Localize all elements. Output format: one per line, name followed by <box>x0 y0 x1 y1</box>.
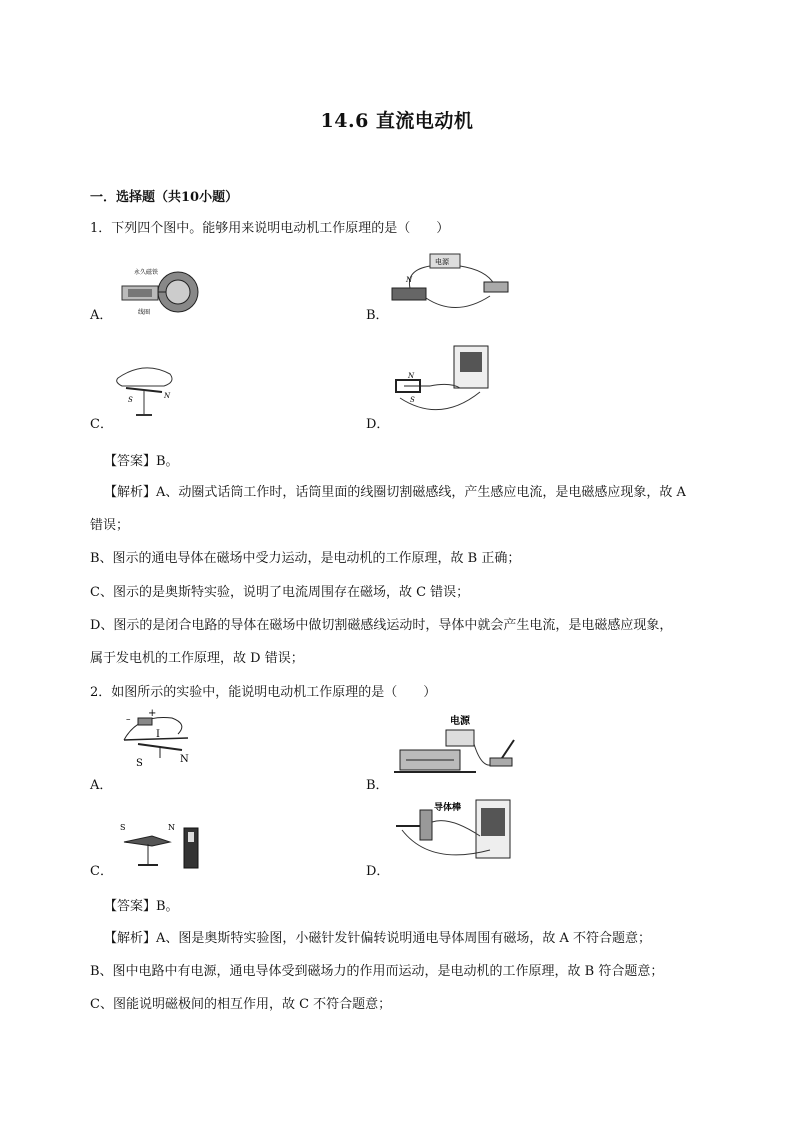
magnetic-poles-icon <box>118 818 208 874</box>
q2-analysis-line-3: C、图能说明磁极间的相互作用，故 C 不符合题意； <box>90 997 392 1012</box>
q1-figure-d <box>390 342 500 436</box>
q2-figure-d <box>390 796 520 870</box>
section-heading: 一．选择题（共10小题） <box>90 190 239 205</box>
q2-stem: 2．如图所示的实验中，能说明电动机工作原理的是（ ） <box>90 685 437 700</box>
q2-answer: 【答案】B。 <box>104 899 179 914</box>
q2-figure-c <box>118 818 208 878</box>
oersted-experiment-icon <box>114 360 184 420</box>
q1-option-c-label: C． <box>90 417 113 432</box>
q2-figure-a <box>118 710 198 784</box>
q1-analysis-line-5: D、图示的是闭合电路的导体在磁场中做切割磁感线运动时，导体中就会产生电流，是电磁感应现象， <box>90 618 673 633</box>
q2-option-d-label: D． <box>366 864 390 879</box>
q1-figure-a <box>118 264 208 328</box>
q2-figc-label-s: S <box>120 823 126 832</box>
generator-experiment-icon <box>390 342 500 432</box>
q1-option-a-label: A． <box>90 308 113 323</box>
oersted-circuit-icon <box>118 710 198 780</box>
rail-motor-experiment-icon <box>390 714 520 784</box>
q1-figb-label-power: 电源 <box>435 258 449 266</box>
q2-option-c-label: C． <box>90 864 113 879</box>
q2-analysis-line-2: B、图中电路中有电源，通电导体受到磁场力的作用而运动，是电动机的工作原理，故 B 符合题意； <box>90 964 664 979</box>
q1-analysis-line-2: 错误； <box>90 518 130 533</box>
q1-analysis-line-4: C、图示的是奥斯特实验，说明了电流周围存在磁场，故 C 错误； <box>90 585 470 600</box>
q1-figa-label-coil: 线圈 <box>138 309 151 316</box>
q1-figb-label-n: N <box>406 276 413 284</box>
motor-circuit-diagram-icon <box>386 248 516 318</box>
q1-figure-c <box>114 360 184 424</box>
q1-option-d-label: D． <box>366 417 390 432</box>
q2-figa-label-minus: – <box>126 715 131 725</box>
q2-figure-b <box>390 714 520 788</box>
microphone-diagram-icon <box>118 264 208 324</box>
q2-figd-label-rod: 导体棒 <box>434 803 462 813</box>
q1-analysis-line-1: 【解析】A、动圈式话筒工作时，话筒里面的线圈切割磁感线，产生感应电流，是电磁感应现象，故 A <box>104 485 686 500</box>
q1-figa-label-magnet: 永久磁铁 <box>134 269 159 276</box>
q1-figure-b <box>386 248 516 322</box>
q2-option-b-label: B． <box>366 778 389 793</box>
q1-figc-label-n: N <box>164 392 171 400</box>
q1-analysis-line-6: 属于发电机的工作原理，故 D 错误； <box>90 651 304 666</box>
q1-figc-label-s: S <box>128 396 133 404</box>
q2-figa-label-n: N <box>180 754 189 765</box>
q1-stem: 1．下列四个图中。能够用来说明电动机工作原理的是（ ） <box>90 221 450 236</box>
conductor-rod-galvanometer-icon <box>390 796 520 866</box>
q1-analysis-line-3: B、图示的通电导体在磁场中受力运动，是电动机的工作原理，故 B 正确； <box>90 551 521 566</box>
q2-figa-label-i: I <box>156 729 160 740</box>
q2-figc-label-n: N <box>168 823 175 832</box>
q1-figd-label-s: S <box>410 396 415 404</box>
q2-analysis-line-1: 【解析】A、图是奥斯特实验图，小磁针发针偏转说明通电导体周围有磁场，故 A 不符合题意； <box>104 931 652 946</box>
q2-figa-label-plus: + <box>148 708 157 719</box>
page-title: 14.6 直流电动机 <box>320 110 474 132</box>
q1-figd-label-n: N <box>408 372 415 380</box>
q1-option-b-label: B． <box>366 308 389 323</box>
q1-answer: 【答案】B。 <box>104 454 179 469</box>
q2-option-a-label: A． <box>90 778 113 793</box>
q2-figa-label-s: S <box>136 758 143 769</box>
q2-figb-label-power: 电源 <box>450 716 470 727</box>
